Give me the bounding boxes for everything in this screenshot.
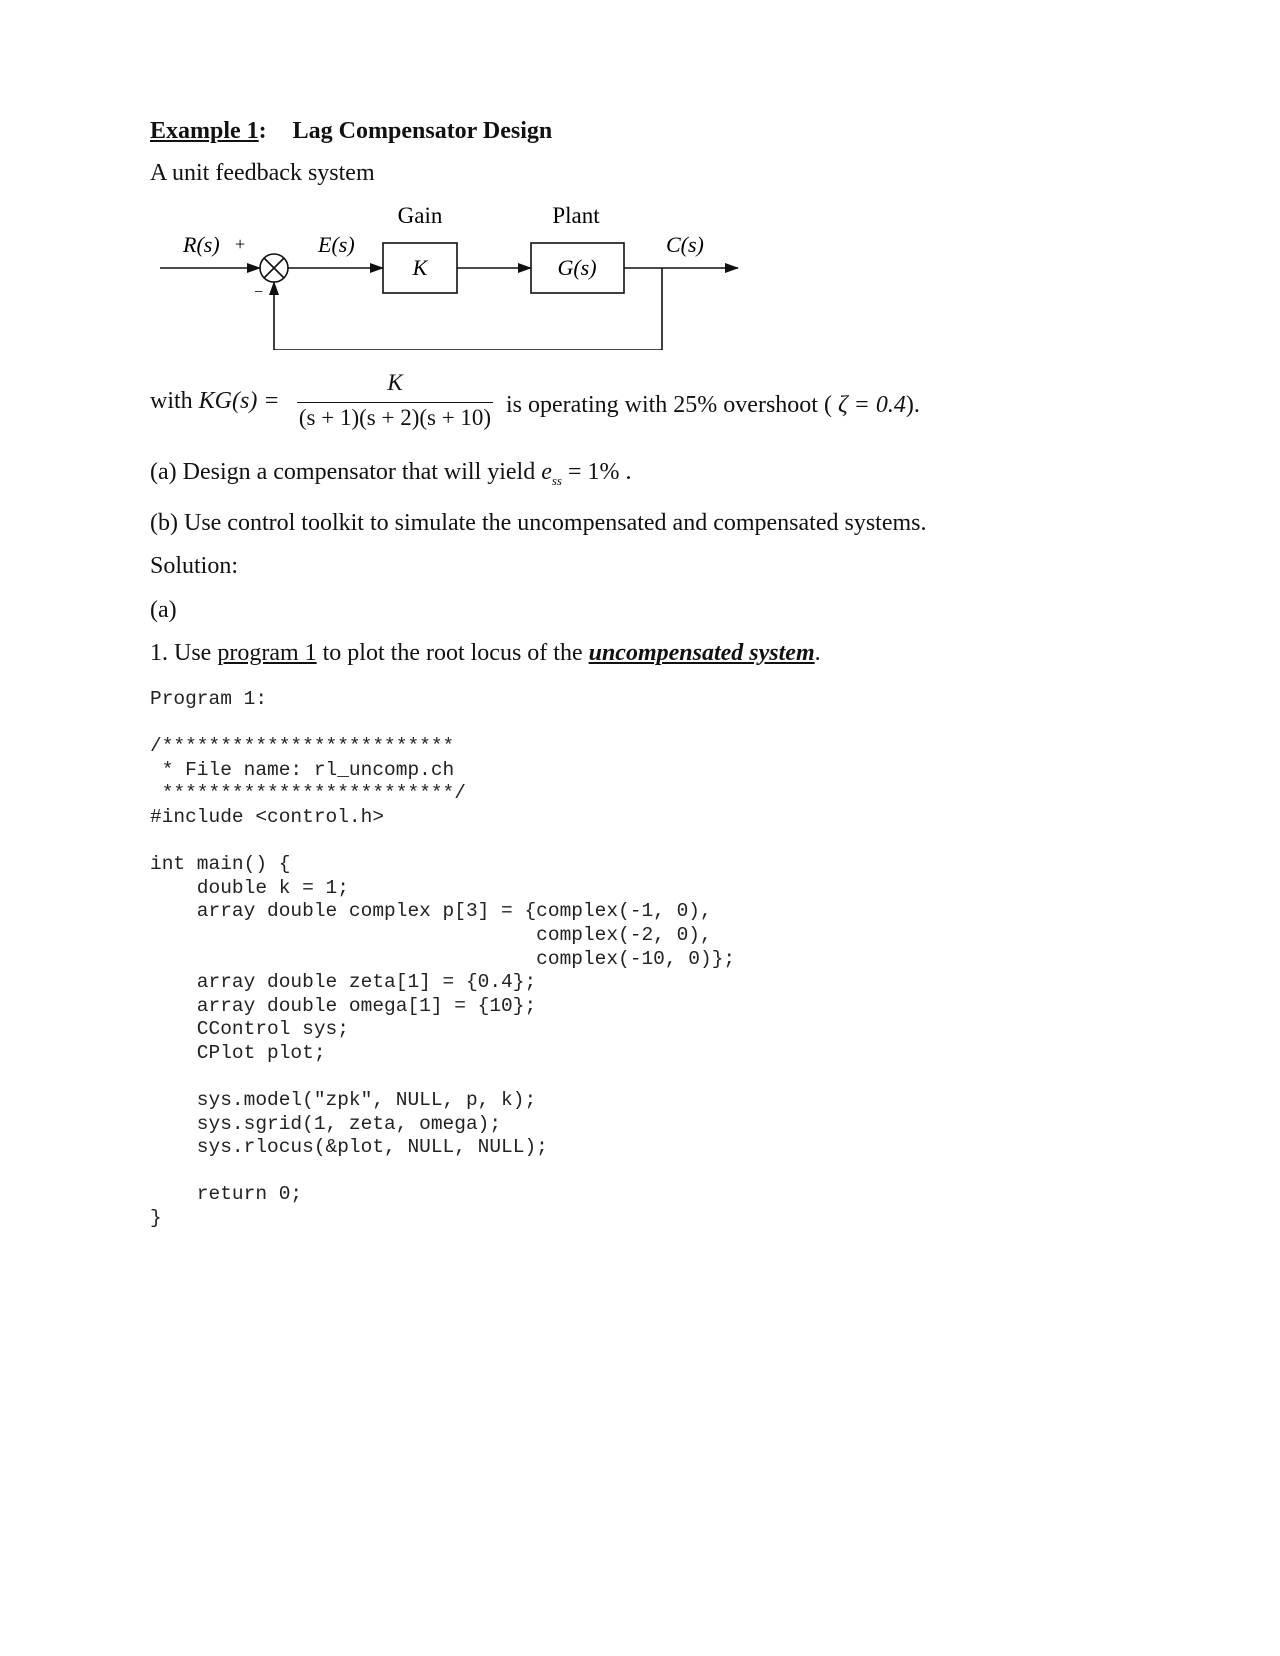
code-line: array double zeta[1] = {0.4}; bbox=[150, 971, 537, 994]
code-line: array double omega[1] = {10}; bbox=[150, 994, 537, 1017]
code-line: int main() { bbox=[150, 853, 291, 876]
equation-suffix bbox=[506, 392, 920, 419]
example-name: Lag Compensator Design bbox=[292, 118, 553, 144]
minus-sign: − bbox=[254, 284, 264, 301]
equation-lhs-expr: KG(s) = bbox=[198, 388, 280, 414]
example-number: Example 1 bbox=[150, 118, 259, 144]
step1-emphasis: uncompensated system bbox=[588, 640, 815, 666]
example-title bbox=[150, 118, 552, 145]
code-listing bbox=[150, 688, 735, 1231]
code-line bbox=[150, 1160, 735, 1184]
code-line bbox=[150, 1066, 735, 1090]
error-label: E(s) bbox=[318, 232, 355, 257]
step1-end: . bbox=[814, 640, 821, 666]
question-b: (b) Use control toolkit to simulate the uncompensated and compensated systems. bbox=[150, 510, 927, 536]
plant-block-label: G(s) bbox=[557, 255, 597, 280]
code-line: double k = 1; bbox=[150, 876, 349, 899]
code-line: return 0; bbox=[150, 1183, 303, 1206]
code-line: Program 1: bbox=[150, 688, 268, 710]
question-a-text: (a) Design a compensator that will yield bbox=[150, 459, 536, 485]
feedback-path bbox=[274, 268, 662, 350]
code-line: complex(-10, 0)}; bbox=[150, 947, 736, 970]
ess-value: = 1% . bbox=[568, 459, 632, 485]
step-1 bbox=[150, 640, 821, 667]
fraction-bar bbox=[297, 402, 493, 403]
code-line: sys.rlocus(&plot, NULL, NULL); bbox=[150, 1136, 548, 1159]
ess-var: e bbox=[541, 459, 552, 485]
code-line: array double complex p[3] = {complex(-1, 0), bbox=[150, 900, 712, 923]
code-line: /************************* bbox=[150, 735, 455, 758]
code-line: sys.sgrid(1, zeta, omega); bbox=[150, 1112, 502, 1135]
step1-middle: to plot the root locus of the bbox=[322, 640, 583, 666]
ess-sub: ss bbox=[551, 472, 562, 488]
equation-close: ). bbox=[905, 392, 920, 418]
code-line: CControl sys; bbox=[150, 1018, 349, 1041]
code-line bbox=[150, 830, 735, 854]
code-line: complex(-2, 0), bbox=[150, 923, 712, 946]
plus-sign: + bbox=[235, 234, 246, 254]
program-1-link[interactable]: program 1 bbox=[217, 640, 317, 666]
step1-prefix: 1. Use bbox=[150, 640, 212, 666]
part-a-label: (a) bbox=[150, 597, 177, 623]
gain-label: Gain bbox=[397, 203, 443, 228]
fraction-numerator: K bbox=[387, 370, 403, 395]
zeta-value: ζ = 0.4 bbox=[837, 392, 906, 418]
intro-text: A unit feedback system bbox=[150, 160, 375, 186]
code-line: } bbox=[150, 1207, 162, 1230]
equation-lhs bbox=[150, 388, 280, 415]
question-a bbox=[150, 459, 632, 489]
fraction-denominator: (s + 1)(s + 2)(s + 10) bbox=[298, 405, 492, 430]
code-line: sys.model("zpk", NULL, p, k); bbox=[150, 1089, 537, 1112]
gain-block-label: K bbox=[412, 255, 428, 280]
code-line bbox=[150, 712, 735, 736]
code-line: *************************/ bbox=[150, 782, 466, 805]
title-colon: : bbox=[258, 118, 267, 144]
block-diagram bbox=[150, 200, 750, 355]
code-line: CPlot plot; bbox=[150, 1041, 326, 1064]
solution-label: Solution: bbox=[150, 553, 239, 579]
code-line: #include <control.h> bbox=[150, 805, 385, 828]
output-label: C(s) bbox=[666, 232, 704, 257]
overshoot-text: is operating with 25% overshoot ( bbox=[506, 392, 832, 418]
input-label: R(s) bbox=[183, 232, 220, 257]
code-line: * File name: rl_uncomp.ch bbox=[150, 758, 455, 781]
equation-prefix: with bbox=[150, 388, 193, 414]
plant-label: Plant bbox=[552, 203, 600, 228]
